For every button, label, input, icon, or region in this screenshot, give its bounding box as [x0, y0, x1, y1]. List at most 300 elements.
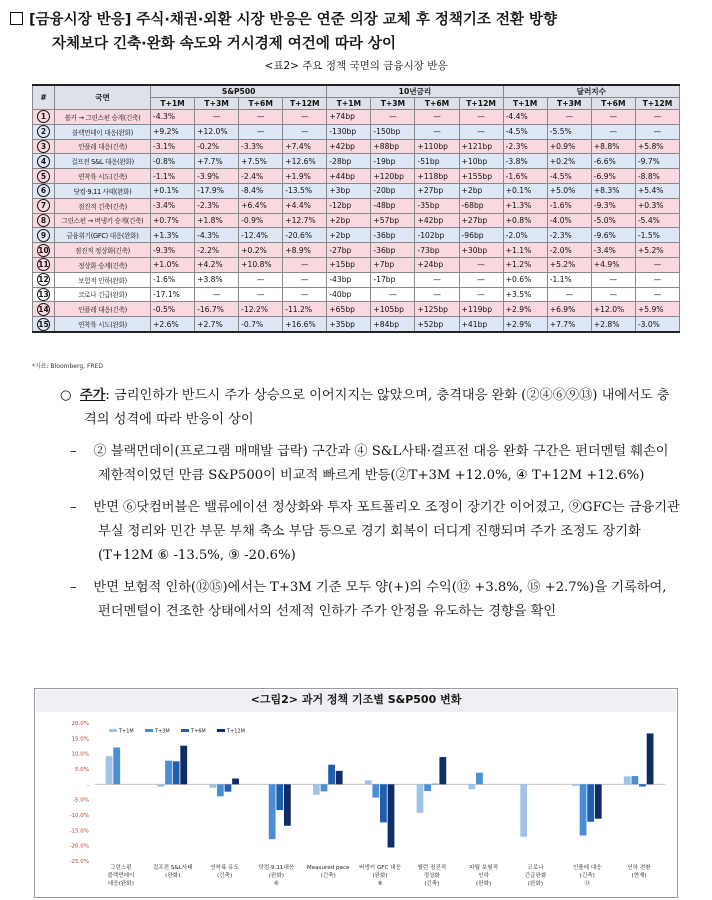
table-cell: -0.2% — [195, 139, 239, 154]
table-row — [33, 198, 680, 213]
table-cell: -102bp — [415, 228, 459, 243]
table-cell: +2.8% — [591, 317, 635, 332]
table-cell: +8.9% — [283, 243, 327, 258]
sub1-text: ② 블랙먼데이(프로그램 매매발 급락) 구간과 ④ S&L사태·걸프전 대응 완화 구간은 펀더멘털 훼손이 제한적이었던 만큼 S&P500이 비교적 빠르게 반등(②T+3M +12.0%, ④ T+12M +12.6%) — [93, 444, 669, 483]
bar-tplus1m — [106, 756, 113, 784]
table-cell: +12.6% — [283, 154, 327, 169]
x-category-label: 대응(완화) — [107, 881, 134, 887]
table-cell: +7bp — [371, 257, 415, 272]
table-cell: +57bp — [371, 213, 415, 228]
bar-tplus12m — [284, 784, 291, 825]
table-cell: +0.1% — [151, 183, 195, 198]
table-cell: — — [591, 287, 635, 302]
table-row — [33, 124, 680, 139]
table-cell: -5.0% — [591, 213, 635, 228]
table-cell: +0.2% — [239, 243, 283, 258]
table-cell: +16.6% — [283, 317, 327, 332]
table-cell: -12.2% — [239, 302, 283, 317]
table-cell: +88bp — [371, 139, 415, 154]
bullet-sub-1 — [60, 440, 680, 488]
table-cell: -2.2% — [195, 243, 239, 258]
table-cell: — — [635, 257, 679, 272]
bullet-label: 주가 — [79, 388, 106, 403]
table-cell: -2.3% — [195, 198, 239, 213]
table-cell: -2.4% — [239, 169, 283, 184]
circled-number-icon: 8 — [37, 214, 50, 227]
x-category-label: (긴축) — [579, 873, 595, 879]
table-cell: — — [415, 110, 459, 125]
x-category-label: ⑨ — [377, 881, 383, 887]
table-cell: +30bp — [459, 243, 503, 258]
row-phase-name: 점진적 정상화(긴축) — [55, 243, 151, 258]
table-cell: — — [283, 110, 327, 125]
table-cell: +10.8% — [239, 257, 283, 272]
table-cell: — — [591, 272, 635, 287]
table-cell: -5.4% — [635, 213, 679, 228]
table-cell: +2.6% — [151, 317, 195, 332]
table-cell: -13.5% — [283, 183, 327, 198]
table-row — [33, 213, 680, 228]
table-cell: -2.0% — [547, 243, 591, 258]
x-category-label: 코로나 — [527, 865, 544, 871]
table-cell: — — [283, 272, 327, 287]
table-cell: +1.8% — [195, 213, 239, 228]
table-cell: -96bp — [459, 228, 503, 243]
table-row — [33, 272, 680, 287]
table-cell: +0.7% — [151, 213, 195, 228]
bar-tplus6m — [276, 784, 283, 810]
row-phase-name: 금융위기(GFC) 대응(완화) — [55, 228, 151, 243]
x-category-label: (긴축) — [216, 873, 233, 879]
x-category-label: ⑭ — [584, 881, 591, 887]
circled-number-icon: 2 — [37, 125, 50, 138]
table-cell: -43bp — [327, 272, 371, 287]
table-cell: +3.8% — [195, 272, 239, 287]
table-row — [33, 228, 680, 243]
bar-tplus12m — [336, 771, 343, 784]
x-category-label: (현재) — [631, 873, 647, 879]
x-category-label: 닷컴·9.11대응 — [258, 865, 295, 871]
table-cell: -3.8% — [503, 154, 547, 169]
row-number — [33, 169, 55, 184]
x-category-label: 연착륙 유도 — [210, 865, 239, 871]
row-phase-name: 블랙먼데이 대응(완화) — [55, 124, 151, 139]
bar-tplus1m — [572, 784, 579, 786]
bar-tplus1m — [624, 776, 631, 784]
table-cell: -2.0% — [503, 228, 547, 243]
table-row — [33, 302, 680, 317]
row-number — [33, 124, 55, 139]
x-category-label: (완화) — [372, 873, 388, 879]
table-cell: -9.6% — [591, 228, 635, 243]
table-cell: — — [459, 110, 503, 125]
table-cell: +7.7% — [547, 317, 591, 332]
legend-swatch — [109, 729, 117, 732]
bar-tplus1m — [209, 784, 216, 787]
table-cell: +1.3% — [503, 198, 547, 213]
bar-tplus1m — [417, 784, 424, 813]
x-category-label: (완화) — [268, 873, 284, 879]
table-cell: — — [415, 272, 459, 287]
checkbox-square-icon — [10, 12, 23, 25]
table-source: *자료: Bloomberg, FRED — [32, 363, 104, 370]
table-cell: -4.5% — [547, 169, 591, 184]
table-row — [33, 183, 680, 198]
y-tick-label: 20.0% — [71, 721, 89, 727]
table-cell: -1.5% — [635, 228, 679, 243]
chart-svg — [35, 689, 677, 897]
x-category-label: Measured pace — [306, 865, 350, 871]
table-row — [33, 139, 680, 154]
table-cell: -3.9% — [195, 169, 239, 184]
table-cell: — — [195, 287, 239, 302]
table-cell: +1.3% — [151, 228, 195, 243]
table-cell: +8.3% — [591, 183, 635, 198]
table-cell: -28bp — [327, 154, 371, 169]
table-cell: — — [591, 110, 635, 125]
table-row — [33, 169, 680, 184]
bullet-sub-3 — [60, 576, 680, 624]
table-cell: +7.4% — [283, 139, 327, 154]
row-phase-name: 인플레 대응(긴축) — [55, 302, 151, 317]
table-cell: +5.0% — [547, 183, 591, 198]
y-tick-label: - — [87, 782, 89, 789]
table-cell: -8.4% — [239, 183, 283, 198]
chart-title: <그림2> 과거 정책 기조별 S&P500 변화 — [250, 693, 462, 706]
row-number — [33, 243, 55, 258]
table-cell: — — [195, 110, 239, 125]
table-cell: +84bp — [371, 317, 415, 332]
row-phase-name: 닷컴·9.11 사태(완화) — [55, 183, 151, 198]
bar-tplus1m — [158, 784, 165, 786]
bar-tplus6m — [432, 784, 439, 785]
table-cell: +0.3% — [635, 198, 679, 213]
table-cell: -9.3% — [591, 198, 635, 213]
table-cell: — — [547, 287, 591, 302]
table-cell: +105bp — [371, 302, 415, 317]
subcol-tplus6m: T+6M — [415, 98, 459, 110]
table-cell: -20bp — [371, 183, 415, 198]
circled-number-icon: 6 — [37, 184, 50, 197]
bar-tplus6m — [639, 784, 646, 786]
table-cell: +24bp — [415, 257, 459, 272]
circled-number-icon: 14 — [38, 304, 49, 314]
table-cell: +5.2% — [547, 257, 591, 272]
x-category-label: 인플레 대응 — [572, 865, 602, 871]
table-cell: -2.3% — [503, 139, 547, 154]
heading-line-1: [금융시장 반응] 주식·채권·외환 시장 반응은 연준 의장 교체 후 정책기조 전환 방향 — [29, 12, 558, 28]
table-title: <표2> 주요 정책 국면의 금융시장 반응 — [264, 60, 448, 72]
table-cell: +42bp — [327, 139, 371, 154]
sp500-policy-chart — [34, 688, 678, 898]
table-cell: — — [635, 124, 679, 139]
y-tick-label: 5.0% — [75, 767, 89, 773]
table-cell: -35bp — [415, 198, 459, 213]
table-cell: +9.2% — [151, 124, 195, 139]
subcol-tplus3m: T+3M — [547, 98, 591, 110]
table-cell: +119bp — [459, 302, 503, 317]
bar-tplus12m — [232, 779, 239, 785]
row-phase-name: 걸프전 S&L 대응(완화) — [55, 154, 151, 169]
table-cell: -3.3% — [239, 139, 283, 154]
dash-icon: – — [70, 444, 77, 459]
table-cell: -9.7% — [635, 154, 679, 169]
bar-tplus1m — [468, 784, 475, 789]
x-category-label: 버냉키 GFC 대응 — [358, 865, 402, 871]
bar-tplus1m — [365, 780, 372, 784]
table-cell: -11.2% — [283, 302, 327, 317]
table-cell: +10bp — [459, 154, 503, 169]
table-cell: +74bp — [327, 110, 371, 125]
row-number — [33, 198, 55, 213]
table-cell: -1.1% — [547, 272, 591, 287]
table-cell: -150bp — [371, 124, 415, 139]
col-phase: 국면 — [55, 85, 151, 110]
table-cell: +0.8% — [503, 213, 547, 228]
sub3-text: 반면 보험적 인하(⑫⑮)에서는 T+3M 기준 모두 양(+)의 수익(⑫ +3.8%, ⑮ +2.7%)을 기록하여, 펀더멘털이 견조한 상태에서의 선제적 인하가 주가 안정을 유도하는 경향을 확인 — [93, 580, 667, 619]
table-cell: +44bp — [327, 169, 371, 184]
circled-number-icon: 12 — [38, 275, 49, 285]
table-row — [33, 257, 680, 272]
table-cell: -5.5% — [547, 124, 591, 139]
bar-tplus12m — [180, 746, 187, 785]
legend-swatch — [145, 729, 153, 732]
bar-tplus3m — [165, 761, 172, 785]
y-tick-label: -5.0% — [73, 797, 89, 804]
table-cell: -12bp — [327, 198, 371, 213]
table-cell: -1.1% — [151, 169, 195, 184]
legend-label: T+12M — [227, 728, 245, 735]
table-cell: -4.0% — [547, 213, 591, 228]
table-cell: +0.1% — [503, 183, 547, 198]
table-cell: +41bp — [459, 317, 503, 332]
table-cell: -16.7% — [195, 302, 239, 317]
bar-tplus1m — [313, 784, 320, 794]
bar-tplus6m — [173, 761, 180, 784]
table-cell: -17.9% — [195, 183, 239, 198]
table-cell: +12.0% — [195, 124, 239, 139]
table-cell: -19bp — [371, 154, 415, 169]
row-phase-name: 연착륙 시도(완화) — [55, 317, 151, 332]
subcol-tplus1m: T+1M — [503, 98, 547, 110]
table-cell: +5.9% — [635, 302, 679, 317]
table-cell: -4.3% — [151, 110, 195, 125]
table-cell: +12.0% — [591, 302, 635, 317]
table-cell: -0.8% — [151, 154, 195, 169]
bar-tplus6m — [587, 784, 594, 821]
bar-tplus3m — [372, 784, 379, 797]
y-tick-label: -25.0% — [69, 859, 89, 865]
table-row — [33, 154, 680, 169]
table-cell: +15bp — [327, 257, 371, 272]
legend-label: T+6M — [191, 728, 206, 735]
circled-number-icon: 5 — [37, 170, 50, 183]
table-cell: -4.5% — [503, 124, 547, 139]
table-cell: +120bp — [371, 169, 415, 184]
table-row — [33, 287, 680, 302]
legend-swatch — [217, 729, 225, 732]
col-number: # — [33, 85, 55, 110]
row-phase-name: 인플레 대응(긴축) — [55, 139, 151, 154]
table-cell: +65bp — [327, 302, 371, 317]
x-category-label: 블랙먼데이 — [107, 873, 135, 879]
table-cell: -40bp — [327, 287, 371, 302]
table-cell: -9.3% — [151, 243, 195, 258]
circled-number-icon: 1 — [37, 110, 50, 123]
row-number — [33, 183, 55, 198]
table-cell: +1.9% — [283, 169, 327, 184]
table-cell: -17bp — [371, 272, 415, 287]
table-cell: — — [591, 124, 635, 139]
table-cell: +2.7% — [195, 317, 239, 332]
row-phase-name: 정상화 승계(긴축) — [55, 257, 151, 272]
legend-swatch — [181, 729, 189, 732]
row-number — [33, 110, 55, 125]
x-category-label: 긴급완화 — [524, 873, 547, 879]
circled-number-icon: 13 — [38, 289, 49, 299]
circled-number-icon: 10 — [38, 245, 49, 255]
row-phase-name: 코로나 긴급(완화) — [55, 287, 151, 302]
row-number — [33, 287, 55, 302]
subcol-tplus6m: T+6M — [591, 98, 635, 110]
row-number — [33, 317, 55, 332]
subcol-tplus6m: T+6M — [239, 98, 283, 110]
table-cell: +12.7% — [283, 213, 327, 228]
group-10y: 10년금리 — [327, 85, 503, 98]
bar-tplus3m — [476, 773, 483, 785]
circled-number-icon: 11 — [38, 260, 49, 270]
x-category-label: (완화) — [165, 873, 181, 879]
row-phase-name: 그린스펀 → 버냉키 승계(긴축) — [55, 213, 151, 228]
table-cell: -0.9% — [239, 213, 283, 228]
table-cell: +3.5% — [503, 287, 547, 302]
x-category-label: 정상화 — [423, 873, 440, 879]
table-cell: +0.6% — [503, 272, 547, 287]
table-cell: -130bp — [327, 124, 371, 139]
x-category-label: 인하 — [478, 873, 490, 879]
bar-tplus12m — [647, 733, 654, 784]
dash-icon: – — [70, 580, 77, 595]
row-number — [33, 139, 55, 154]
table-cell: -1.6% — [503, 169, 547, 184]
table-cell: +2.9% — [503, 302, 547, 317]
table-cell: — — [415, 287, 459, 302]
table-cell: +3bp — [327, 183, 371, 198]
table-cell: +5.8% — [635, 139, 679, 154]
y-tick-label: -10.0% — [69, 813, 89, 819]
bar-tplus3m — [321, 784, 328, 791]
table-cell: — — [283, 257, 327, 272]
table-cell: +7.7% — [195, 154, 239, 169]
analysis-bullets — [60, 384, 680, 624]
subcol-tplus1m: T+1M — [151, 98, 195, 110]
circled-number-icon: 15 — [38, 319, 49, 329]
x-category-label: 걸프전 S&L사태 — [152, 865, 193, 871]
bar-tplus3m — [424, 784, 431, 791]
table-cell: -1.6% — [151, 272, 195, 287]
table-cell: -20.6% — [283, 228, 327, 243]
table-row — [33, 317, 680, 332]
table-cell: — — [459, 124, 503, 139]
row-number — [33, 302, 55, 317]
table-cell: +155bp — [459, 169, 503, 184]
table-cell: +7.5% — [239, 154, 283, 169]
table-cell: -1.6% — [547, 198, 591, 213]
table-cell: +8.8% — [591, 139, 635, 154]
bar-tplus6m — [225, 784, 232, 791]
x-category-label: 인하 전환 — [627, 865, 651, 871]
table-cell: +1.0% — [151, 257, 195, 272]
bullet-main — [60, 384, 680, 432]
row-phase-name: 볼커 → 그린스펀 승계(긴축) — [55, 110, 151, 125]
x-category-label: ⑥ — [273, 881, 279, 887]
circled-number-icon: 4 — [37, 155, 50, 168]
table-cell: -3.1% — [151, 139, 195, 154]
table-cell: +27bp — [459, 213, 503, 228]
table-row — [33, 110, 680, 125]
table-cell: — — [459, 257, 503, 272]
x-category-label: (완화) — [476, 881, 492, 887]
heading-line-2: 자체보다 긴축·완화 속도와 거시경제 여건에 따라 상이 — [52, 36, 396, 52]
bar-tplus3m — [580, 784, 587, 835]
bar-tplus12m — [439, 757, 446, 784]
table-cell: +0.9% — [547, 139, 591, 154]
table-cell: -0.5% — [151, 302, 195, 317]
x-category-label: (완화) — [527, 881, 544, 887]
y-tick-label: 10.0% — [71, 751, 89, 758]
subcol-tplus3m: T+3M — [195, 98, 239, 110]
bar-tplus6m — [328, 765, 335, 785]
group-dxy: 달러지수 — [503, 85, 679, 98]
table-cell: — — [371, 110, 415, 125]
bar-tplus1m — [520, 784, 527, 836]
x-category-label: 그린스펀 — [110, 865, 132, 871]
subcol-tplus12m: T+12M — [459, 98, 503, 110]
row-phase-name: 점진적 긴축(긴축) — [55, 198, 151, 213]
table-cell: +5.2% — [635, 243, 679, 258]
table-cell: +1.2% — [503, 257, 547, 272]
bar-tplus6m — [380, 784, 387, 822]
table-cell: -73bp — [415, 243, 459, 258]
row-number — [33, 272, 55, 287]
row-number — [33, 154, 55, 169]
row-phase-name: 연착륙 시도(긴축) — [55, 169, 151, 184]
table-cell: -4.4% — [503, 110, 547, 125]
bar-tplus3m — [631, 776, 638, 784]
table-cell: -3.4% — [151, 198, 195, 213]
dash-icon: – — [70, 500, 77, 515]
table-cell: -17.1% — [151, 287, 195, 302]
table-cell: +42bp — [415, 213, 459, 228]
table-cell: +110bp — [415, 139, 459, 154]
row-phase-name: 보험적 인하(완화) — [55, 272, 151, 287]
table-cell: -6.9% — [591, 169, 635, 184]
bar-tplus12m — [388, 784, 395, 847]
table-cell: -12.4% — [239, 228, 283, 243]
table-cell: +4.4% — [283, 198, 327, 213]
bullet-sub-2 — [60, 496, 680, 568]
x-category-label: 옐런 점진적 — [417, 865, 447, 871]
group-sp500: S&P500 — [151, 85, 327, 98]
subcol-tplus3m: T+3M — [371, 98, 415, 110]
row-number — [33, 228, 55, 243]
table-cell: — — [547, 110, 591, 125]
table-cell: — — [371, 287, 415, 302]
table-cell: — — [415, 124, 459, 139]
market-reaction-table — [32, 84, 680, 333]
table-cell: +2bp — [327, 213, 371, 228]
table-cell: -36bp — [371, 243, 415, 258]
